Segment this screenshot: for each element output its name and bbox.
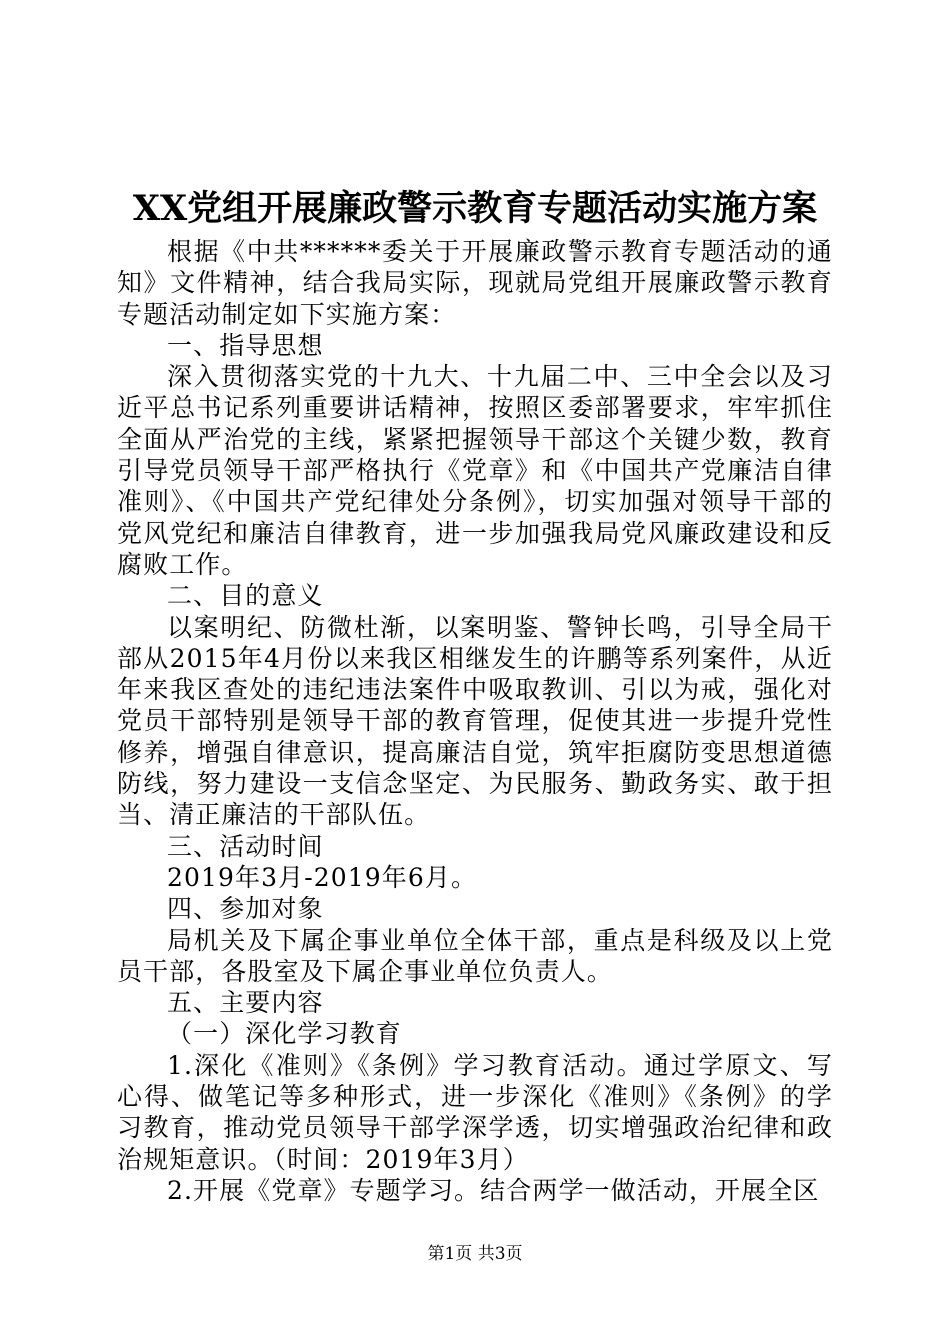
section-heading-guiding-thought: 一、指导思想 bbox=[167, 330, 324, 360]
section-heading-purpose: 二、目的意义 bbox=[167, 581, 324, 611]
section-heading-activity-time: 三、活动时间 bbox=[167, 831, 324, 861]
participants-paragraph: 局机关及下属企事业单位全体干部，重点是科级及以上党员干部，各股室及下属企事业单位负责人。 bbox=[117, 925, 833, 986]
section-heading-main-content: 五、主要内容 bbox=[167, 988, 324, 1018]
intro-paragraph: 根据《中共******委关于开展廉政警示教育专题活动的通知》文件精神，结合我局实际，现就局党组开展廉政警示教育专题活动制定如下实施方案： bbox=[117, 237, 833, 329]
page-footer: 第1页 共3页 bbox=[427, 1244, 523, 1264]
section-heading-participants: 四、参加对象 bbox=[167, 894, 324, 924]
document-title: XX党组开展廉政警示教育专题活动实施方案 bbox=[132, 188, 818, 229]
item-1-paragraph: 1.深化《准则》《条例》学习教育活动。通过学原文、写心得、做笔记等多种形式，进一步深化《准则》《条例》的学习教育，推动党员领导干部学深学透，切实增强政治纪律和政治规矩意识。（时间：2019年3月） bbox=[117, 1050, 833, 1174]
subsection-heading-study-education: （一）深化学习教育 bbox=[167, 1019, 402, 1049]
document-body bbox=[117, 236, 833, 1206]
guiding-thought-paragraph: 深入贯彻落实党的十九大、十九届二中、三中全会以及习近平总书记系列重要讲话精神，按照区委部署要求，牢牢抓住全面从严治党的主线，紧紧把握领导干部这个关键少数，教育引导党员领导干部严格执行《党章》和《中国共产党廉洁自律准则》、《中国共产党纪律处分条例》，切实加强对领导干部的党风党纪和廉洁自律教育，进一步加强我局党风廉政建设和反腐败工作。 bbox=[117, 362, 833, 579]
activity-time-paragraph: 2019年3月-2019年6月。 bbox=[167, 862, 478, 892]
item-2-paragraph: 2.开展《党章》专题学习。结合两学一做活动，开展全区 bbox=[167, 1175, 820, 1205]
purpose-paragraph: 以案明纪、防微杜渐，以案明鉴、警钟长鸣，引导全局干部从2015年4月份以来我区相继发生的许鹏等系列案件，从近年来我区查处的违纪违法案件中吸取教训、引以为戒，强化对党员干部特别是领导干部的教育管理，促使其进一步提升党性修养，增强自律意识，提高廉洁自觉，筑牢拒腐防变思想道德防线，努力建设一支信念坚定、为民服务、勤政务实、敢于担当、清正廉洁的干部队伍。 bbox=[117, 612, 833, 830]
